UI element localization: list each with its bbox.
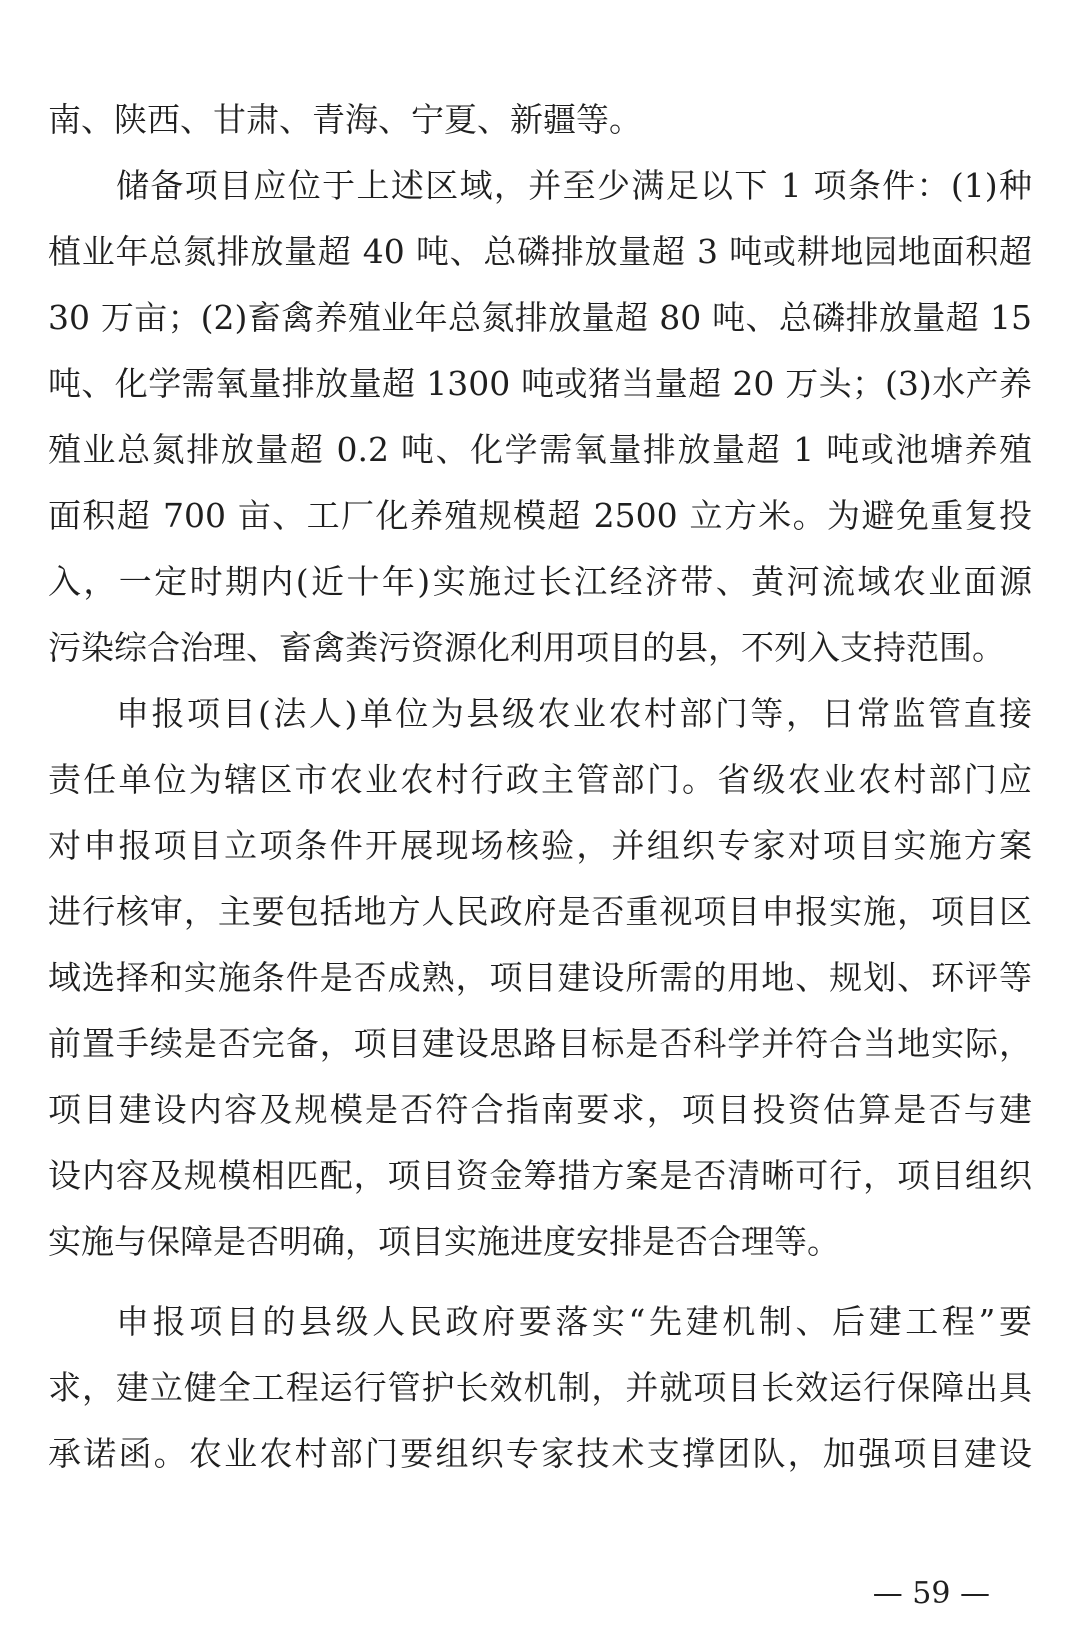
text-line: 求，建立健全工程运行管护长效机制，并就项目长效运行保障出具 [48, 1368, 1032, 1407]
text-line: 申报项目(法人)单位为县级农业农村部门等，日常监管直接 [116, 694, 1032, 733]
page-number: — 59 — [872, 1576, 990, 1611]
text-line: 域选择和实施条件是否成熟，项目建设所需的用地、规划、环评等 [48, 958, 1032, 997]
text-line: 对申报项目立项条件开展现场核验，并组织专家对项目实施方案 [48, 826, 1032, 865]
text-line: 植业年总氮排放量超 40 吨、总磷排放量超 3 吨或耕地园地面积超 [48, 232, 1032, 271]
text-line: 申报项目的县级人民政府要落实“先建机制、后建工程”要 [116, 1302, 1032, 1341]
text-line: 南、陕西、甘肃、青海、宁夏、新疆等。 [48, 100, 642, 139]
text-line: 承诺函。农业农村部门要组织专家技术支撑团队，加强项目建设 [48, 1434, 1032, 1473]
text-line: 进行核审，主要包括地方人民政府是否重视项目申报实施，项目区 [48, 892, 1032, 931]
text-line: 责任单位为辖区市农业农村行政主管部门。省级农业农村部门应 [48, 760, 1032, 799]
text-line: 入，一定时期内(近十年)实施过长江经济带、黄河流域农业面源 [48, 562, 1032, 601]
text-line: 前置手续是否完备，项目建设思路目标是否科学并符合当地实际， [48, 1024, 1032, 1063]
text-line: 设内容及规模相匹配，项目资金筹措方案是否清晰可行，项目组织 [48, 1156, 1032, 1195]
text-line: 吨、化学需氧量排放量超 1300 吨或猪当量超 20 万头；(3)水产养 [48, 364, 1032, 403]
text-line: 储备项目应位于上述区域，并至少满足以下 1 项条件：(1)种 [116, 166, 1032, 205]
text-line: 污染综合治理、畜禽粪污资源化利用项目的县，不列入支持范围。 [48, 628, 1005, 667]
text-line: 实施与保障是否明确，项目实施进度安排是否合理等。 [48, 1222, 840, 1261]
text-line: 30 万亩；(2)畜禽养殖业年总氮排放量超 80 吨、总磷排放量超 15 [48, 298, 1032, 337]
text-line: 项目建设内容及规模是否符合指南要求，项目投资估算是否与建 [48, 1090, 1032, 1129]
text-line: 面积超 700 亩、工厂化养殖规模超 2500 立方米。为避免重复投 [48, 496, 1032, 535]
text-line: 殖业总氮排放量超 0.2 吨、化学需氧量排放量超 1 吨或池塘养殖 [48, 430, 1032, 469]
